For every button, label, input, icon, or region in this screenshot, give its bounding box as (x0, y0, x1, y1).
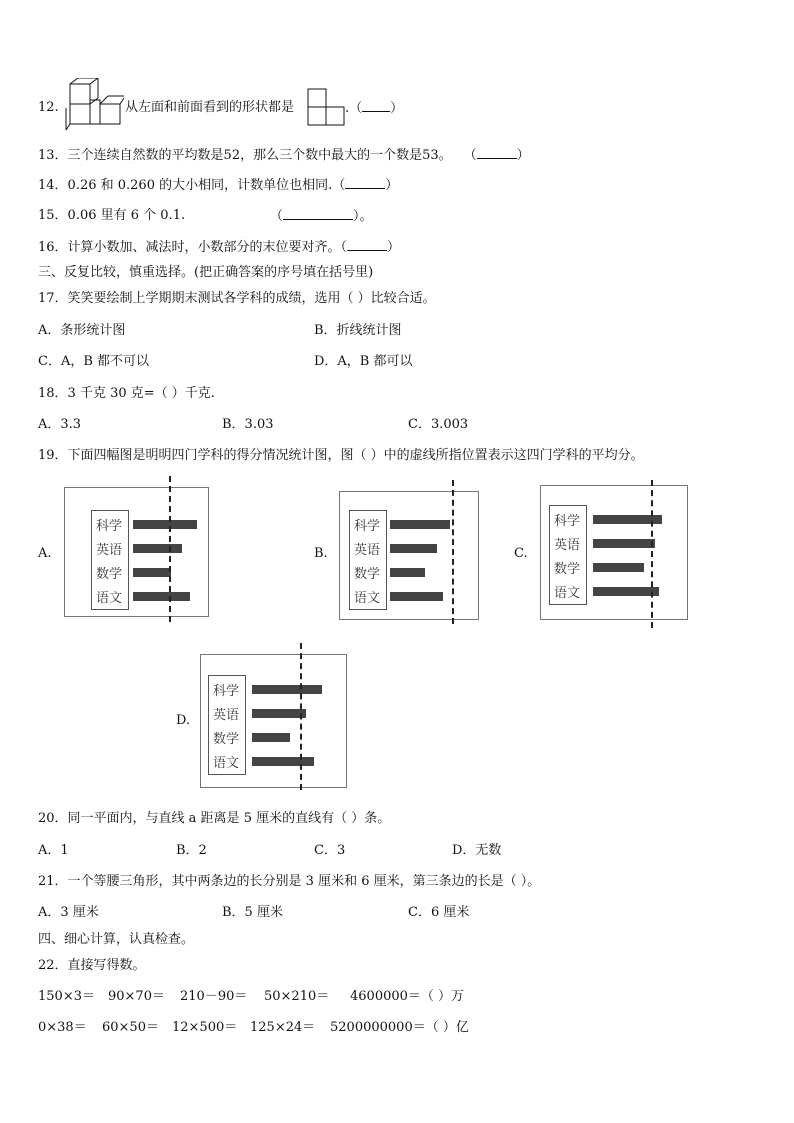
q22-item[interactable]: 5200000000＝（ ）亿 (330, 1020, 469, 1035)
subject-label: 数学 (96, 567, 123, 582)
subject-label: 英语 (554, 538, 581, 553)
score-bar (252, 757, 314, 766)
q22-item[interactable]: 4600000＝（ ）万 (350, 989, 465, 1004)
q14-answer-blank[interactable] (345, 176, 385, 189)
subject-label: 语文 (213, 756, 240, 771)
chart-frame (339, 491, 479, 620)
average-dashed-line (300, 643, 302, 790)
score-bar (390, 520, 450, 529)
q15-answer: （ ）。 (270, 209, 373, 224)
q18-option-b[interactable]: B．3.03 (222, 417, 274, 432)
average-dashed-line (169, 476, 171, 622)
average-dashed-line (452, 480, 454, 624)
chart-frame (540, 485, 688, 620)
q12-number: 12. (38, 100, 59, 115)
q20-stem: 20．同一平面内，与直线 a 距离是 5 厘米的直线有（ ）条。 (38, 811, 391, 826)
q19-letter-c[interactable]: C. (514, 546, 528, 561)
q12-text: 从左面和前面看到的形状都是 (125, 100, 295, 115)
q22-stem: 22．直接写得数。 (38, 958, 146, 973)
q22-item[interactable]: 210－90＝ (180, 989, 248, 1004)
q18-option-c[interactable]: C．3.003 (408, 417, 469, 432)
q20-option-d[interactable]: D．无数 (452, 843, 502, 858)
score-bar (252, 733, 290, 742)
q22-item[interactable]: 0×38＝ (38, 1020, 87, 1035)
chart-frame (64, 487, 209, 617)
score-bar (252, 685, 322, 694)
subject-label: 科学 (96, 519, 123, 534)
q14: 14．0.26 和 0.260 的大小相同，计数单位也相同.（ ） (38, 178, 399, 193)
q13: 13．三个连续自然数的平均数是52，那么三个数中最大的一个数是53。 （ ） (38, 148, 530, 163)
q19-letter-b[interactable]: B. (314, 546, 328, 561)
score-bar (252, 709, 306, 718)
q22-item[interactable]: 150×3＝ (38, 989, 95, 1004)
subject-label: 科学 (213, 684, 240, 699)
subject-label-box (349, 510, 387, 610)
subject-label: 数学 (354, 567, 381, 582)
q18-option-a[interactable]: A．3.3 (38, 417, 82, 432)
subject-label: 语文 (96, 591, 123, 606)
score-bar (390, 592, 443, 601)
q16: 16．计算小数加、减法时，小数部分的末位要对齐。（ ） (38, 240, 401, 255)
q12-answer: .（ ） (345, 101, 404, 116)
q22-item[interactable]: 125×24＝ (250, 1020, 316, 1035)
section-3-heading: 三、反复比较，慎重选择。(把正确答案的序号填在括号里) (38, 265, 374, 280)
score-bar (133, 520, 197, 529)
q22-item[interactable]: 90×70＝ (108, 989, 165, 1004)
subject-label: 科学 (554, 514, 581, 529)
q17-stem: 17．笑笑要绘制上学期期末测试各学科的成绩，选用（ ）比较合适。 (38, 291, 436, 306)
q18-stem: 18．3 千克 30 克=（ ）千克. (38, 386, 215, 401)
q20-option-a[interactable]: A．1 (38, 843, 69, 858)
q20-option-c[interactable]: C．3 (314, 843, 346, 858)
q17-option-d[interactable]: D．A，B 都可以 (314, 354, 413, 369)
subject-label: 英语 (96, 543, 123, 558)
q15: 15．0.06 里有 6 个 0.1. (38, 208, 186, 223)
q22-item[interactable]: 50×210＝ (264, 989, 330, 1004)
score-bar (133, 568, 171, 577)
subject-label-box (549, 505, 587, 605)
subject-label-box (208, 675, 246, 775)
subject-label-box (91, 510, 129, 610)
q13-answer-blank[interactable] (477, 146, 517, 159)
score-bar (593, 539, 655, 548)
score-bar (593, 587, 659, 596)
subject-label: 数学 (554, 562, 581, 577)
q17-option-a[interactable]: A．条形统计图 (38, 323, 126, 338)
subject-label: 数学 (213, 732, 240, 747)
score-bar (390, 568, 425, 577)
score-bar (133, 544, 182, 553)
l-shape-view-figure (307, 88, 345, 126)
subject-label: 科学 (354, 519, 381, 534)
q21-option-b[interactable]: B．5 厘米 (222, 905, 283, 920)
section-4-heading: 四、细心计算，认真检查。 (38, 932, 195, 947)
q22-item[interactable]: 12×500＝ (172, 1020, 238, 1035)
q22-item[interactable]: 60×50＝ (102, 1020, 159, 1035)
q16-answer-blank[interactable] (347, 238, 387, 251)
cube-stack-figure (64, 78, 124, 132)
q17-option-c[interactable]: C．A，B 都不可以 (38, 354, 150, 369)
subject-label: 语文 (554, 586, 581, 601)
score-bar (390, 544, 437, 553)
subject-label: 英语 (213, 708, 240, 723)
subject-label: 英语 (354, 543, 381, 558)
subject-label: 语文 (354, 591, 381, 606)
q21-stem: 21．一个等腰三角形，其中两条边的长分别是 3 厘米和 6 厘米，第三条边的长是（ ）。 (38, 874, 541, 889)
q17-option-b[interactable]: B．折线统计图 (314, 323, 402, 338)
q20-option-b[interactable]: B．2 (176, 843, 207, 858)
q12-answer-blank[interactable] (362, 99, 390, 112)
q19-letter-d[interactable]: D. (176, 713, 191, 728)
chart-frame (200, 654, 347, 788)
q21-option-c[interactable]: C．6 厘米 (408, 905, 470, 920)
score-bar (593, 563, 644, 572)
q15-answer-blank[interactable] (283, 207, 353, 220)
q19-stem: 19．下面四幅图是明明四门学科的得分情况统计图，图（ ）中的虚线所指位置表示这四门学科的平均分。 (38, 448, 644, 463)
average-dashed-line (651, 480, 653, 628)
q19-letter-a[interactable]: A. (38, 546, 52, 561)
score-bar (133, 592, 190, 601)
q21-option-a[interactable]: A．3 厘米 (38, 905, 99, 920)
